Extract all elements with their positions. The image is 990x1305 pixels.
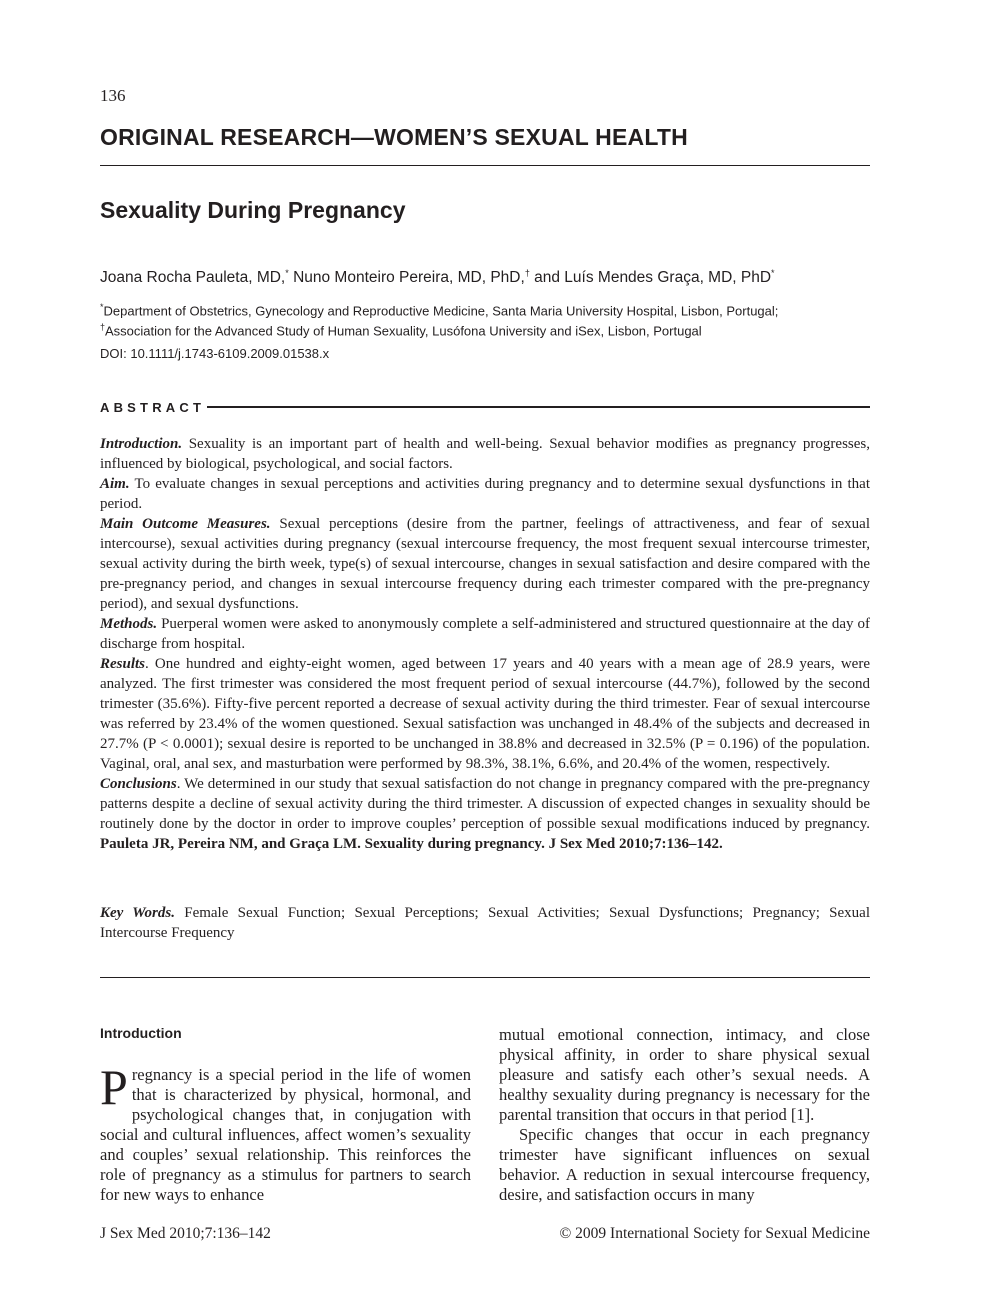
key-words <box>100 903 870 943</box>
affiliations <box>100 299 880 340</box>
introduction-paragraph: mutual emotional connection, intimacy, and close physical affinity, in order to share physical sexual pleasure and satisfy each other’s sexual needs. A healthy sexuality during pregnancy is necessary for the parental transition that occurs in that period [1]. <box>499 1025 870 1124</box>
abstract-body <box>100 434 870 854</box>
introduction-text: regnancy is a special period in the life of women that is characterized by physical, hormonal, and psychological changes that, in conjugation with social and cultural influences, affect women’s sexuality and couples’ sexual relationship. This reinforces the role of pregnancy as a stimulus for partners to search for new ways to enhance <box>100 1065 471 1204</box>
author-pereira: Nuno Monteiro Pereira, MD, PhD, <box>288 269 525 287</box>
article-title: Sexuality During Pregnancy <box>100 197 406 223</box>
introduction-right-column <box>499 1025 870 1205</box>
abstract-section-text: . We determined in our study that sexual satisfaction do not change in pregnancy compared with the pre-pregnancy patterns despite a decline of sexual activity during the third trimester. A discussion of expected changes in sexuality should be routinely done by the doctor in order to improve couples’ perception of possible sexual modifications induced by pregnancy. <box>100 776 870 832</box>
affiliation-mark: † <box>100 322 106 333</box>
introduction-heading: Introduction <box>100 1025 182 1041</box>
author-list <box>100 268 775 287</box>
affiliation-text: Association for the Advanced Study of Human Sexuality, Lusófona University and iSex, Lisbon, Portugal <box>105 323 702 339</box>
key-words-text: Female Sexual Function; Sexual Perceptions; Sexual Activities; Sexual Dysfunctions; Pregnancy; Sexual Intercourse Frequency <box>100 905 871 941</box>
abstract-section-label: Conclusions <box>100 776 177 792</box>
abstract-methods <box>100 614 870 654</box>
abstract-section-text: Puerperal women were asked to anonymously complete a self-administered and structured questionnaire at the day of discharge from hospital. <box>100 616 870 652</box>
abstract-aim <box>100 474 870 514</box>
affiliation-line <box>100 299 880 319</box>
abstract-introduction <box>100 434 870 474</box>
affiliation-text: Department of Obstetrics, Gynecology and Reproductive Medicine, Santa Maria University Hospital, Lisbon, Portugal; <box>103 303 779 319</box>
abstract-section-label: Methods. <box>100 616 158 632</box>
introduction-left-column <box>100 1059 471 1205</box>
abstract-citation: Pauleta JR, Pereira NM, and Graça LM. Sexuality during pregnancy. J Sex Med 2010;7:136–142. <box>100 836 723 852</box>
abstract-conclusions <box>100 774 870 854</box>
introduction-paragraph <box>100 1059 471 1205</box>
abstract-label: ABSTRACT <box>100 399 206 415</box>
introduction-paragraph: Specific changes that occur in each pregnancy trimester have significant influences on sexual behavior. A reduction in sexual intercourse frequency, desire, and satisfaction occurs in many <box>499 1125 870 1204</box>
footer-journal: J Sex Med 2010;7:136–142 <box>100 1225 271 1242</box>
author-pauleta: Joana Rocha Pauleta, MD, <box>100 269 286 287</box>
abstract-section-label: Aim. <box>100 476 130 492</box>
header-rule <box>100 165 870 166</box>
affiliation-line <box>100 319 880 339</box>
abstract-section-text: To evaluate changes in sexual perceptions and activities during pregnancy and to determine sexual dysfunctions in that period. <box>100 476 870 512</box>
drop-cap: P <box>100 1059 128 1115</box>
author-mark: † <box>524 268 530 278</box>
abstract-measures <box>100 514 870 614</box>
abstract-section-label: Results <box>100 656 146 672</box>
abstract-section-text: . One hundred and eighty-eight women, aged between 17 years and 40 years with a mean age of 28.9 years, were analyzed. The first trimester was considered the most frequent period of sexual intercourse (44.7%), followed by the second trimester (35.6%). Fifty-five percent reported a decrease of sexual activity during the third trimester. Fear of sexual intercourse was referred by 23.4% of the women questioned. Sexual satisfaction was unchanged in 48.4% of the subjects and decreased in 27.7% (P < 0.0001); sexual desire is reported to be unchanged in 38.8% and decreased in 32.5% (P = 0.196) of the population. Vaginal, oral, anal sex, and masturbation were performed by 98.3%, 38.1%, 6.6%, and 20.4% of the women, respectively. <box>100 656 870 772</box>
footer-copyright: © 2009 International Society for Sexual Medicine <box>559 1225 870 1242</box>
abstract-label-row <box>100 398 870 416</box>
abstract-section-text: Sexuality is an important part of health and well-being. Sexual behavior modifies as pregnancy progresses, influenced by biological, psychological, and social factors. <box>100 436 870 472</box>
affiliation-mark: * <box>100 302 104 312</box>
key-words-label: Key Words. <box>100 905 175 921</box>
author-graca: and Luís Mendes Graça, MD, PhD <box>529 269 772 287</box>
abstract-section-label: Main Outcome Measures. <box>100 516 271 532</box>
abstract-end-rule <box>100 977 870 978</box>
author-mark: * <box>285 268 289 278</box>
abstract-rule <box>207 406 870 408</box>
abstract-section-text: Sexual perceptions (desire from the partner, feelings of attractiveness, and fear of sexual intercourse), sexual activities during pregnancy (sexual intercourse frequency, the most frequent sexual intercourse trimester, sexual activity during the birth week, type(s) of sexual intercourse, changes in sexual satisfaction and desire compared with the pre-pregnancy period, and changes in sexual intercourse frequency during each trimester compared with the pre-pregnancy period), and sexual dysfunctions. <box>100 516 870 612</box>
section-heading: ORIGINAL RESEARCH—WOMEN’S SEXUAL HEALTH <box>100 124 688 150</box>
doi: DOI: 10.1111/j.1743-6109.2009.01538.x <box>100 346 330 361</box>
author-mark: * <box>771 268 775 278</box>
abstract-section-label: Introduction. <box>100 436 183 452</box>
page-number: 136 <box>100 86 126 105</box>
abstract-results <box>100 654 870 774</box>
